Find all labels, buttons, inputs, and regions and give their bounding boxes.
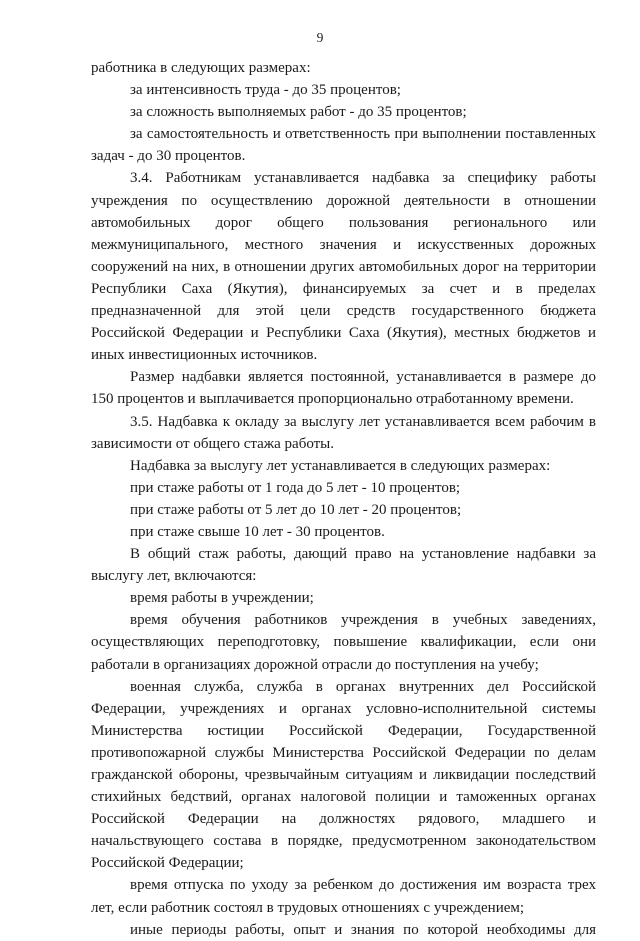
- paragraph: время обучения работников учреждения в учебных заведениях, осуществляющих переподготовку, повышение квалификации, если они работали в организациях дорожной отрасли до поступления на учебу;: [91, 612, 596, 673]
- paragraph: 3.5. Надбавка к окладу за выслугу лет устанавливается всем рабочим в зависимости от общего стажа работы.: [91, 413, 596, 452]
- paragraph: при стаже работы от 5 лет до 10 лет - 20 процентов;: [130, 501, 462, 518]
- paragraph: 3.4. Работникам устанавливается надбавка за специфику работы учреждения по осуществлению дорожной деятельности в отношении автомобильных дорог общего пользования регионального или межмуниципального, местного значения и искусственных дорожных сооружений на них, в отношении других автомобильных дорог на территории Республики Саха (Якутия), финансируемых за счет и в пределах предназначенной для этой цели средств государственного бюджета Российской Федерации и Республики Саха (Якутия), местных бюджетов и иных инвестиционных источников.: [91, 170, 596, 364]
- page-number: 9: [316, 30, 324, 45]
- paragraph: В общий стаж работы, дающий право на установление надбавки за выслугу лет, включаются:: [91, 546, 596, 585]
- paragraph: военная служба, служба в органах внутренних дел Российской Федерации, учреждениях и органах условно-исполнительной системы Министерства юстиции Российской Федерации, Государственной противопожарной службы Министерства Российской Федерации по делам гражданской обороны, чрезвычайным ситуациям и ликвидации последствий стихийных бедствий, органах налоговой полиции и таможенных органах Российской Федерации на должностях рядового, младшего и начальствующего состава в порядке, предусмотренном законодательством Российской Федерации;: [91, 678, 596, 872]
- paragraph: при стаже работы от 1 года до 5 лет - 10 процентов;: [130, 479, 461, 496]
- paragraph: иные периоды работы, опыт и знания по которой необходимы для: [130, 921, 596, 938]
- paragraph: работника в следующих размерах:: [91, 60, 311, 76]
- paragraph: время отпуска по уходу за ребенком до достижения им возраста трех лет, если работник состоял в трудовых отношениях с учреждением;: [91, 877, 596, 916]
- document-body: [91, 57, 596, 941]
- paragraph: за самостоятельность и ответственность при выполнении поставленных задач - до 30 процентов.: [91, 126, 596, 165]
- paragraph: при стаже свыше 10 лет - 30 процентов.: [130, 523, 385, 540]
- paragraph: за сложность выполняемых работ - до 35 процентов;: [130, 104, 467, 121]
- paragraph: Надбавка за выслугу лет устанавливается в следующих размерах:: [130, 457, 551, 474]
- paragraph: за интенсивность труда - до 35 процентов;: [130, 82, 401, 99]
- paragraph: Размер надбавки является постоянной, устанавливается в размере до 150 процентов и выплачивается пропорционально отработанному времени.: [91, 369, 596, 408]
- paragraph: время работы в учреждении;: [130, 590, 314, 607]
